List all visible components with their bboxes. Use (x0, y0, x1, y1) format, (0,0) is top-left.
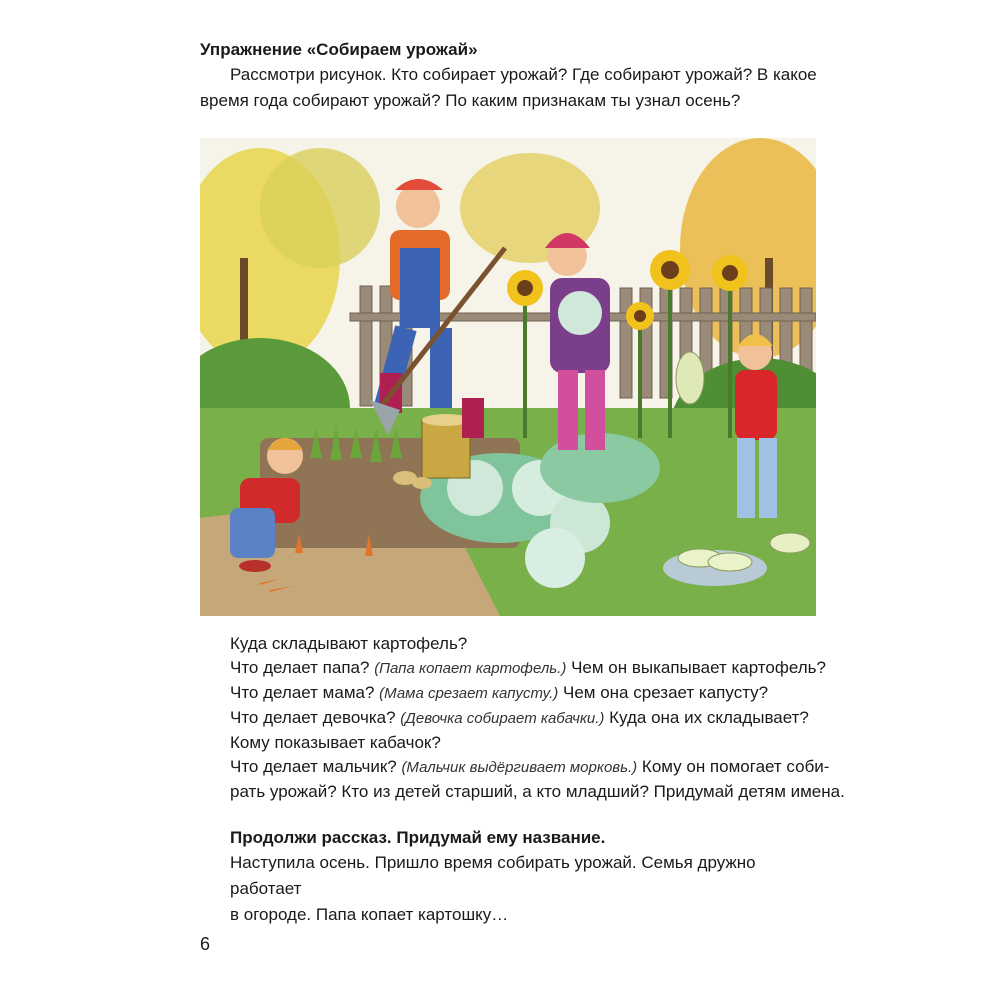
question-5: Кому показывает кабачок? (230, 733, 441, 752)
question-text: Что делает девочка? (230, 708, 401, 727)
question-3 (230, 681, 830, 706)
question-7: рать урожай? Кто из детей старший, а кто младший? Придумай детям имена. (230, 782, 845, 801)
question-list (230, 632, 845, 804)
continue-story (230, 850, 830, 928)
sample-answer: (Девочка собирает кабачки.) (400, 710, 605, 727)
intro-line-1: Рассмотри рисунок. Кто собирает урожай? Где собирают урожай? В какое (230, 65, 817, 84)
intro-line-2: время года собирают урожай? По каким признакам ты узнал осень? (200, 91, 741, 110)
exercise-title: Упражнение «Собираем урожай» (200, 40, 478, 59)
tree-left-2 (260, 148, 380, 268)
question-text: Что делает папа? (230, 658, 375, 677)
sample-answer: (Мама срезает капусту.) (379, 685, 559, 702)
page-number: 6 (200, 934, 211, 954)
story-line-1: Наступила осень. Пришло время собирать урожай. Семья дружно работает (230, 853, 756, 898)
sample-answer: (Папа копает картофель.) (374, 660, 567, 677)
question-4 (230, 706, 830, 731)
question-text: Чем она срезает капусту? (558, 683, 769, 702)
harvest-illustration (200, 138, 816, 616)
exercise-intro (200, 62, 820, 114)
question-6 (230, 755, 830, 780)
story-line-2: в огороде. Папа копает картошку… (230, 905, 509, 924)
question-1: Куда складывают картофель? (230, 634, 468, 653)
question-2 (230, 656, 830, 681)
question-text: Кому он помогает соби- (637, 757, 830, 776)
question-text: Что делает мальчик? (230, 757, 402, 776)
question-text: Куда она их складывает? (604, 708, 809, 727)
sample-answer: (Мальчик выдёргивает морковь.) (401, 759, 638, 776)
question-text: Что делает мама? (230, 683, 380, 702)
question-text: Чем он выкапывает картофель? (566, 658, 826, 677)
continue-heading: Продолжи рассказ. Придумай ему название. (230, 828, 606, 847)
